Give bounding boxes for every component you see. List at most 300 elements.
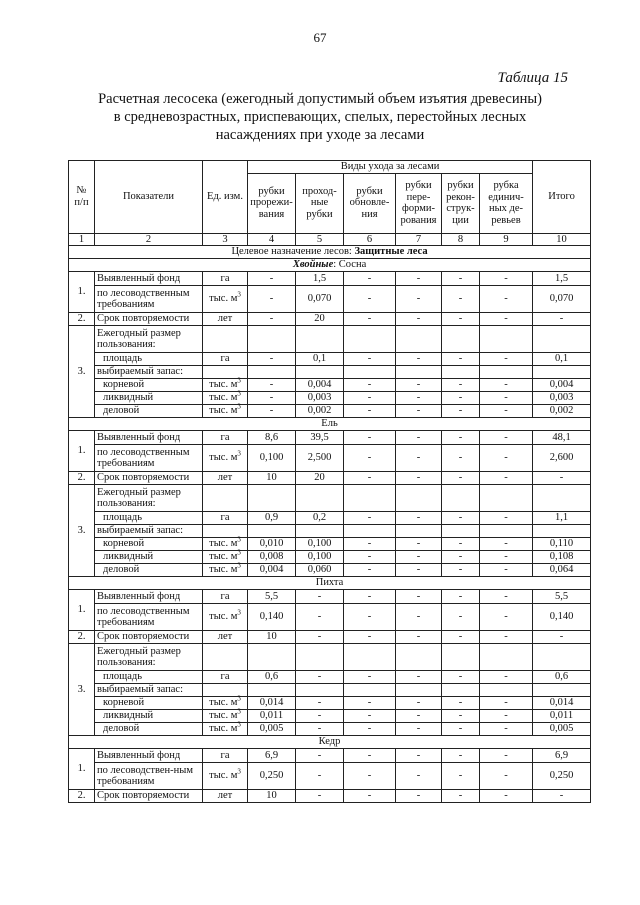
value-cell: - [296,697,344,710]
value-cell: 48,1 [533,431,591,445]
value-cell: - [396,431,442,445]
superscript: 3 [237,548,241,557]
value-cell: - [296,604,344,631]
indicator-label: ликвидный [95,551,203,564]
indicator-label: Срок повторяемости [95,790,203,803]
table-row [69,512,591,525]
superscript: 3 [237,389,241,398]
row-number: 3. [69,485,95,577]
table-row [69,313,591,326]
table-row [69,259,591,272]
table-row [69,697,591,710]
empty-cell [396,525,442,538]
value-cell: - [480,697,533,710]
value-cell: - [442,445,480,472]
value-cell: - [442,631,480,644]
value-cell: 0,004 [296,379,344,392]
unit-cell: га [203,512,248,525]
empty-cell [296,644,344,671]
value-cell: 1,5 [533,272,591,286]
value-cell: - [396,538,442,551]
header-c4: рубки прорежи-вания [248,173,296,233]
value-cell: - [396,551,442,564]
table-row [69,525,591,538]
empty-cell [344,326,396,353]
empty-cell [203,326,248,353]
value-cell: - [296,763,344,790]
indicator-label: Ежегодный размер пользования: [95,485,203,512]
value-cell: - [344,512,396,525]
empty-cell [296,525,344,538]
table-row [69,749,591,763]
table-row [69,445,591,472]
unit-cell: тыс. $м^3$ [203,697,248,710]
value-cell: - [480,749,533,763]
value-cell: - [296,723,344,736]
unit-cell: тыс. $м^3$ [203,564,248,577]
superscript: 3 [237,608,241,617]
value-cell: - [396,564,442,577]
unit-cell: тыс. $м^3$ [203,538,248,551]
table-row [69,551,591,564]
value-cell: - [480,710,533,723]
value-cell: - [442,723,480,736]
indicator-label: Выявленный фонд [95,590,203,604]
unit-cell: тыс. $м^3$ [203,723,248,736]
value-cell: 10 [248,631,296,644]
value-cell: - [442,272,480,286]
value-cell: - [344,631,396,644]
value-cell: - [480,379,533,392]
unit-cell: тыс. $м^3$ [203,604,248,631]
value-cell: - [396,512,442,525]
value-cell: 5,5 [533,590,591,604]
value-cell: 0,6 [533,671,591,684]
value-cell: - [533,313,591,326]
value-cell: - [396,671,442,684]
value-cell: - [480,590,533,604]
table-row [69,431,591,445]
unit-cell: лет [203,313,248,326]
value-cell: 39,5 [296,431,344,445]
value-cell: - [396,631,442,644]
indicator-label: по лесоводственным требованиям [95,445,203,472]
value-cell: - [344,710,396,723]
value-cell: 10 [248,790,296,803]
value-cell: - [296,710,344,723]
value-cell: 0,003 [533,392,591,405]
value-cell: - [442,763,480,790]
value-cell: - [296,631,344,644]
column-number: 2 [95,233,203,246]
table-row [69,644,591,671]
indicator-label: площадь [95,671,203,684]
value-cell: - [442,405,480,418]
value-cell: 2,600 [533,445,591,472]
value-cell: - [480,472,533,485]
value-cell: - [248,379,296,392]
value-cell: - [442,790,480,803]
value-cell: - [344,538,396,551]
value-cell: - [480,790,533,803]
title-line: насаждениях при уходе за лесами [215,127,425,143]
superscript: 3 [237,767,241,776]
superscript: 3 [237,449,241,458]
value-cell: 0,100 [248,445,296,472]
value-cell: - [344,590,396,604]
value-cell: 0,005 [533,723,591,736]
value-cell: - [480,313,533,326]
value-cell: 0,250 [533,763,591,790]
empty-cell [442,326,480,353]
empty-cell [344,684,396,697]
value-cell: - [344,697,396,710]
row-number: 2. [69,313,95,326]
empty-cell [480,644,533,671]
value-cell: - [442,431,480,445]
empty-cell [396,366,442,379]
table-row [69,272,591,286]
empty-cell [248,525,296,538]
superscript: 3 [237,402,241,411]
unit-cell: га [203,431,248,445]
value-cell: - [480,723,533,736]
value-cell: 0,002 [533,405,591,418]
empty-cell [480,525,533,538]
unit-cell: га [203,671,248,684]
value-cell: - [396,590,442,604]
empty-cell [344,366,396,379]
value-cell: 0,1 [296,353,344,366]
value-cell: - [344,551,396,564]
value-cell: 0,140 [248,604,296,631]
value-cell: - [396,749,442,763]
empty-cell [203,644,248,671]
title-line: Расчетная лесосека (ежегодный допустимый объем изъятия древесины) [98,91,542,107]
value-cell: - [344,272,396,286]
value-cell: - [480,445,533,472]
value-cell: - [396,723,442,736]
unit-cell: га [203,590,248,604]
row-number: 1. [69,749,95,790]
empty-cell [344,525,396,538]
species-row: Ель [69,418,591,431]
value-cell: - [480,512,533,525]
table-row [69,246,591,259]
empty-cell [533,485,591,512]
table-row [69,631,591,644]
column-number: 4 [248,233,296,246]
value-cell: 1,5 [296,272,344,286]
value-cell: 0,064 [533,564,591,577]
title-line: в средневозрастных, приспевающих, спелых, перестойных лесных [113,109,527,125]
indicator-label: корневой [95,697,203,710]
value-cell: 0,005 [248,723,296,736]
value-cell: - [248,405,296,418]
value-cell: 0,008 [248,551,296,564]
row-number: 2. [69,472,95,485]
value-cell: - [396,604,442,631]
empty-cell [344,644,396,671]
value-cell: - [344,313,396,326]
value-cell: - [296,590,344,604]
value-cell: - [480,286,533,313]
unit-cell: лет [203,631,248,644]
species-row: Кедр [69,736,591,749]
unit-cell: га [203,272,248,286]
table-row [69,485,591,512]
empty-cell [442,366,480,379]
header-unit: Ед. изм. [203,161,248,234]
value-cell: - [480,538,533,551]
value-cell: - [480,671,533,684]
unit-cell: тыс. $м^3$ [203,763,248,790]
value-cell: - [533,472,591,485]
table-row [69,366,591,379]
header-indicators: Показатели [95,161,203,234]
column-number: 3 [203,233,248,246]
unit-cell: тыс. $м^3$ [203,286,248,313]
header-c5: проход-ные рубки [296,173,344,233]
value-cell: 6,9 [533,749,591,763]
value-cell: 2,500 [296,445,344,472]
empty-cell [296,366,344,379]
empty-cell [442,525,480,538]
table-row [69,684,591,697]
value-cell: - [396,763,442,790]
value-cell: - [248,272,296,286]
superscript: 3 [237,290,241,299]
value-cell: - [396,313,442,326]
value-cell: 0,108 [533,551,591,564]
header-c7: рубки пере-форми-рования [396,173,442,233]
indicator-label: по лесоводствен-ным требованиям [95,763,203,790]
row-number: 1. [69,431,95,472]
column-number: 10 [533,233,591,246]
value-cell: 0,100 [296,538,344,551]
table-row [69,326,591,353]
value-cell: 20 [296,472,344,485]
value-cell: - [442,353,480,366]
empty-cell [296,684,344,697]
purpose-row: Целевое назначение лесов: Защитные леса [69,246,591,259]
empty-cell [442,485,480,512]
indicator-label: Выявленный фонд [95,272,203,286]
value-cell: 0,014 [533,697,591,710]
indicator-label: площадь [95,512,203,525]
unit-cell: лет [203,790,248,803]
empty-cell [248,644,296,671]
row-number: 3. [69,326,95,418]
value-cell: - [480,551,533,564]
value-cell: - [344,405,396,418]
indicator-label: выбираемый запас: [95,684,203,697]
table-title [60,90,580,144]
table-row [69,379,591,392]
value-cell: - [396,790,442,803]
header-care-types: Виды ухода за лесами [248,161,533,174]
species-row: Пихта [69,577,591,590]
value-cell: - [442,590,480,604]
row-number: 1. [69,590,95,631]
empty-cell [396,485,442,512]
empty-cell [533,366,591,379]
species-row: Хвойные: Сосна [69,259,591,272]
column-number: 5 [296,233,344,246]
table-row [69,286,591,313]
empty-cell [396,326,442,353]
indicator-label: площадь [95,353,203,366]
table-row [69,577,591,590]
empty-cell [480,485,533,512]
indicator-label: Срок повторяемости [95,472,203,485]
value-cell: - [396,272,442,286]
superscript: 3 [237,561,241,570]
value-cell: - [344,353,396,366]
value-cell: 0,9 [248,512,296,525]
value-cell: - [480,564,533,577]
value-cell: 0,100 [296,551,344,564]
unit-cell: лет [203,472,248,485]
value-cell: - [480,353,533,366]
unit-cell: тыс. $м^3$ [203,405,248,418]
value-cell: - [396,405,442,418]
row-number: 2. [69,631,95,644]
empty-cell [248,366,296,379]
table-row [69,710,591,723]
unit-cell: га [203,353,248,366]
column-number: 6 [344,233,396,246]
column-number: 1 [69,233,95,246]
table-row [69,405,591,418]
value-cell: 0,2 [296,512,344,525]
empty-cell [203,485,248,512]
column-number: 8 [442,233,480,246]
indicator-label: выбираемый запас: [95,366,203,379]
empty-cell [442,684,480,697]
unit-cell: тыс. $м^3$ [203,392,248,405]
empty-cell [248,485,296,512]
value-cell: - [344,286,396,313]
value-cell: - [396,710,442,723]
value-cell: 0,1 [533,353,591,366]
table-row [69,723,591,736]
value-cell: - [344,379,396,392]
value-cell: 0,140 [533,604,591,631]
empty-cell [248,684,296,697]
indicator-label: деловой [95,564,203,577]
value-cell: - [442,313,480,326]
indicator-label: деловой [95,405,203,418]
value-cell: - [442,286,480,313]
unit-cell: тыс. $м^3$ [203,551,248,564]
value-cell: - [442,538,480,551]
empty-cell [480,326,533,353]
value-cell: 0,004 [248,564,296,577]
header-c9: рубка единич-ных де-ревьев [480,173,533,233]
value-cell: 0,002 [296,405,344,418]
page-number: 67 [313,30,327,45]
indicator-label: Выявленный фонд [95,749,203,763]
value-cell: 0,110 [533,538,591,551]
value-cell: - [344,749,396,763]
value-cell: - [480,392,533,405]
value-cell: - [396,379,442,392]
indicator-label: ликвидный [95,710,203,723]
value-cell: - [396,472,442,485]
indicator-label: Ежегодный размер пользования: [95,644,203,671]
empty-cell [248,326,296,353]
value-cell: 8,6 [248,431,296,445]
table-row [69,590,591,604]
value-cell: - [344,431,396,445]
table-row [69,604,591,631]
empty-cell [296,326,344,353]
table-row [69,418,591,431]
value-cell: 5,5 [248,590,296,604]
table-row [69,161,591,174]
value-cell: 0,014 [248,697,296,710]
row-number: 3. [69,644,95,736]
value-cell: - [344,790,396,803]
value-cell: - [480,763,533,790]
table-row [69,790,591,803]
indicator-label: Выявленный фонд [95,431,203,445]
value-cell: - [442,472,480,485]
value-cell: - [442,551,480,564]
value-cell: - [533,790,591,803]
value-cell: - [480,604,533,631]
empty-cell [396,684,442,697]
value-cell: - [396,392,442,405]
empty-cell [533,644,591,671]
value-cell: - [396,445,442,472]
table-label: Таблица 15 [497,70,568,86]
value-cell: - [344,564,396,577]
header-c8: рубки рекон-струк-ции [442,173,480,233]
value-cell: - [296,749,344,763]
table-row [69,538,591,551]
value-cell: - [396,353,442,366]
indicator-label: деловой [95,723,203,736]
value-cell: - [344,723,396,736]
value-cell: - [480,405,533,418]
value-cell: 0,011 [533,710,591,723]
group-label: Хвойные [292,259,334,271]
value-cell: - [442,710,480,723]
empty-cell [344,485,396,512]
empty-cell [533,525,591,538]
table-row [69,671,591,684]
indicator-label: по лесоводственным требованиям [95,286,203,313]
value-cell: - [442,392,480,405]
empty-cell [396,644,442,671]
header-num: № п/п [69,161,95,234]
indicator-label: корневой [95,538,203,551]
header-total: Итого [533,161,591,234]
indicator-label: Срок повторяемости [95,313,203,326]
table-row [69,564,591,577]
row-number: 2. [69,790,95,803]
empty-cell [442,644,480,671]
unit-cell: тыс. $м^3$ [203,445,248,472]
value-cell: - [344,671,396,684]
value-cell: - [248,313,296,326]
value-cell: 0,070 [296,286,344,313]
column-number: 7 [396,233,442,246]
superscript: 3 [237,720,241,729]
value-cell: 0,011 [248,710,296,723]
